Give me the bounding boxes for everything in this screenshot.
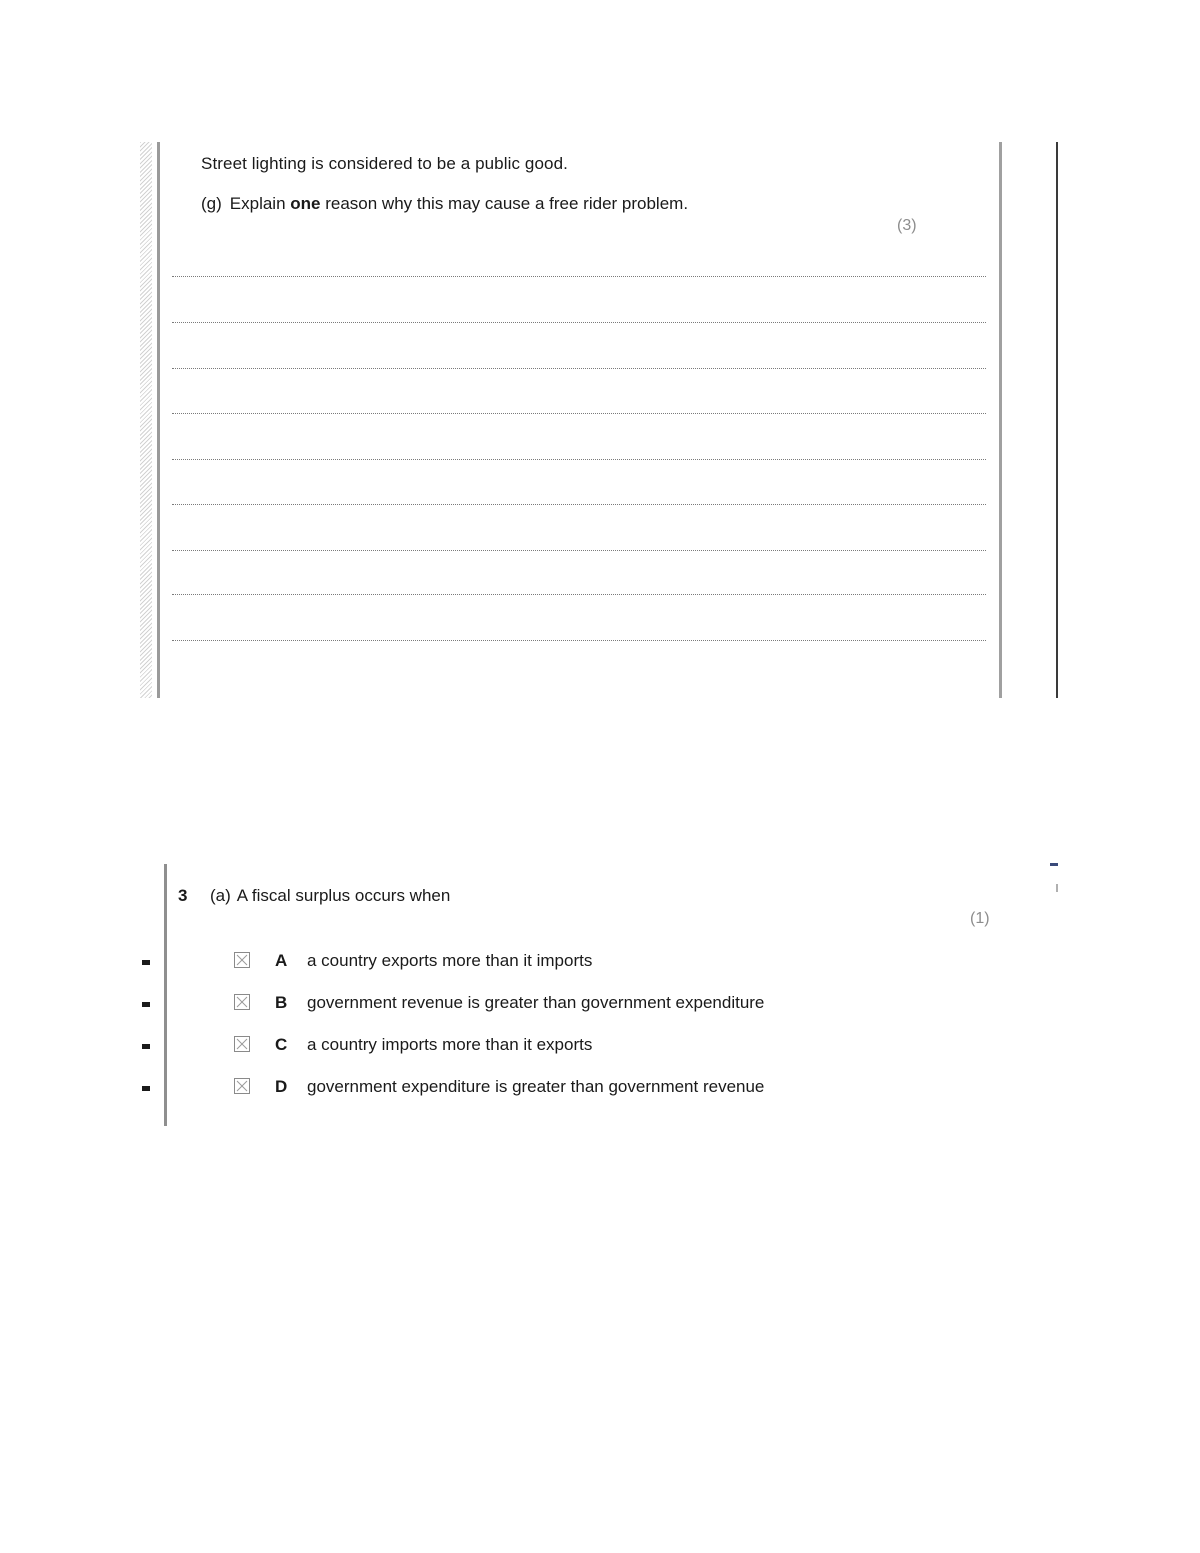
option-a[interactable] bbox=[0, 951, 1200, 981]
answer-line-9[interactable] bbox=[172, 640, 986, 641]
question-2g bbox=[201, 194, 688, 214]
answer-line-1[interactable] bbox=[172, 276, 986, 277]
answer-line-6[interactable] bbox=[172, 504, 986, 505]
checkbox-icon[interactable] bbox=[234, 1078, 250, 1094]
option-c[interactable] bbox=[0, 1035, 1200, 1065]
answer-line-8[interactable] bbox=[172, 594, 986, 595]
margin-bullet bbox=[142, 1044, 150, 1049]
question-text-after: reason why this may cause a free rider problem. bbox=[320, 194, 689, 213]
question-text: A fiscal surplus occurs when bbox=[236, 886, 451, 905]
option-letter: B bbox=[275, 993, 288, 1012]
option-text: government revenue is greater than government expenditure bbox=[307, 993, 765, 1012]
answer-line-5[interactable] bbox=[172, 459, 986, 460]
right-border-line bbox=[999, 142, 1002, 698]
question-label: (g) bbox=[201, 194, 222, 213]
option-letter: A bbox=[275, 951, 288, 970]
question-text-before: Explain bbox=[229, 194, 291, 213]
checkbox-icon[interactable] bbox=[234, 994, 250, 1010]
answer-line-3[interactable] bbox=[172, 368, 986, 369]
answer-line-7[interactable] bbox=[172, 550, 986, 551]
question-stem: Street lighting is considered to be a public good. bbox=[201, 154, 568, 173]
question-number: 3 bbox=[178, 886, 188, 905]
edge-mark bbox=[1050, 863, 1058, 866]
option-d[interactable] bbox=[0, 1077, 1200, 1107]
option-letter: C bbox=[275, 1035, 288, 1054]
question-2g-section bbox=[0, 0, 1200, 720]
margin-hatch bbox=[140, 142, 152, 698]
question-label: (a) bbox=[210, 886, 231, 905]
answer-line-2[interactable] bbox=[172, 322, 986, 323]
question-text-bold: one bbox=[290, 194, 321, 213]
marks-indicator: (3) bbox=[897, 217, 917, 234]
edge-mark-small bbox=[1056, 884, 1058, 892]
left-border-line bbox=[157, 142, 160, 698]
marks-indicator-2: (1) bbox=[970, 910, 990, 927]
question-3a bbox=[210, 886, 450, 906]
option-text: government expenditure is greater than government revenue bbox=[307, 1077, 765, 1096]
option-text: a country imports more than it exports bbox=[307, 1035, 593, 1054]
option-text: a country exports more than it imports bbox=[307, 951, 593, 970]
option-b[interactable] bbox=[0, 993, 1200, 1023]
margin-bullet bbox=[142, 1002, 150, 1007]
margin-bullet bbox=[142, 960, 150, 965]
answer-line-4[interactable] bbox=[172, 413, 986, 414]
checkbox-icon[interactable] bbox=[234, 1036, 250, 1052]
option-letter: D bbox=[275, 1077, 288, 1096]
checkbox-icon[interactable] bbox=[234, 952, 250, 968]
margin-bullet bbox=[142, 1086, 150, 1091]
outer-right-border-line bbox=[1056, 142, 1058, 698]
